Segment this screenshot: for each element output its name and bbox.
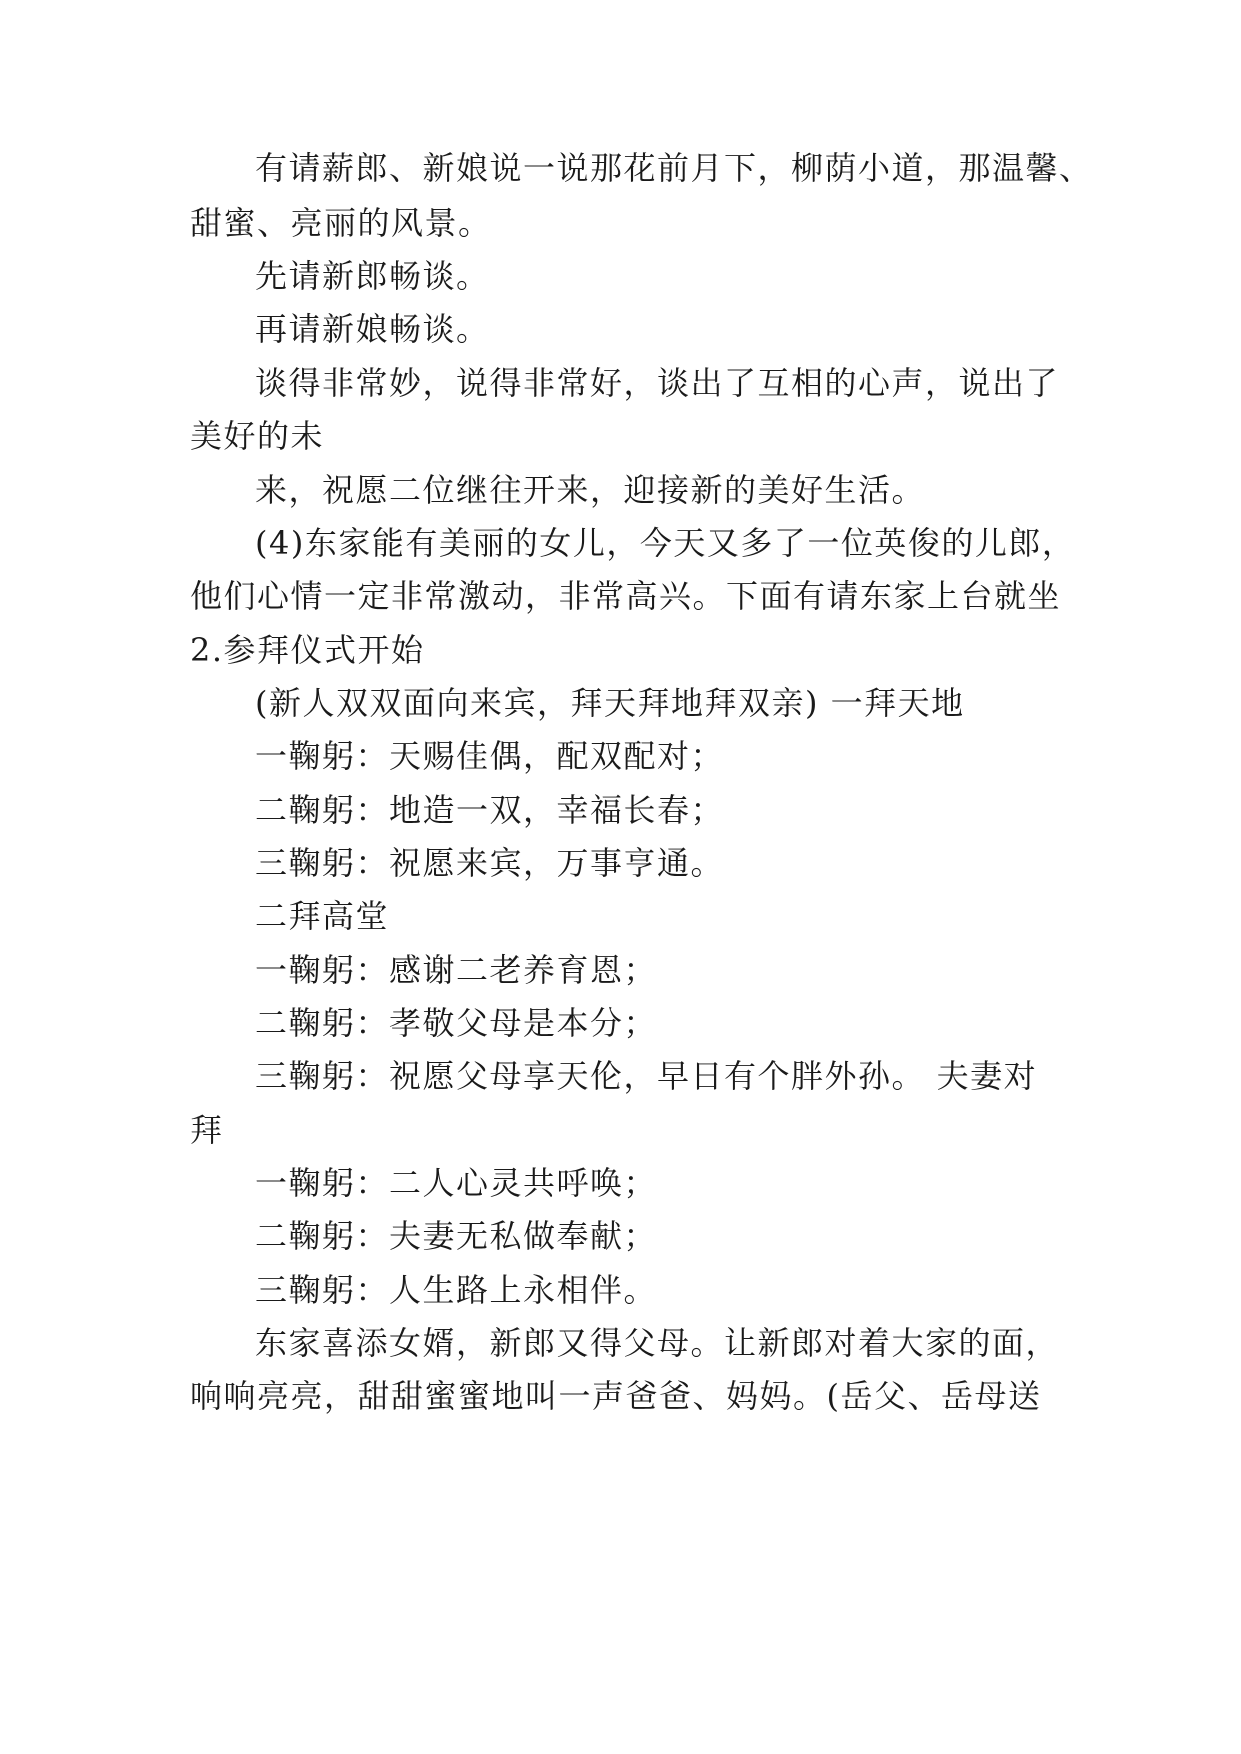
text-line-12: 一鞠躬：天赐佳偶，配双配对； [255,737,725,775]
text-line-22: 三鞠躬：人生路上永相伴。 [255,1271,658,1309]
text-line-23: 东家喜添女婿，新郎又得父母。让新郎对着大家的面， [255,1324,1060,1362]
text-line-2: 甜蜜、亮丽的风景。 [190,204,492,242]
text-line-17: 二鞠躬：孝敬父母是本分； [255,1004,658,1042]
text-line-14: 三鞠躬：祝愿来宾，万事亨通。 [255,844,725,882]
text-line-18: 三鞠躬：祝愿父母享天伦，早日有个胖外孙。 夫妻对 [255,1057,1038,1095]
text-line-3: 先请新郎畅谈。 [255,257,490,295]
text-line-19: 拜 [190,1111,224,1149]
text-line-8: (4)东家能有美丽的女儿，今天又多了一位英俊的儿郎， [255,524,1076,562]
text-line-10: 2.参拜仪式开始 [190,631,425,669]
text-line-1: 有请薪郎、新娘说一说那花前月下，柳荫小道，那温馨、 [255,149,1093,187]
text-line-13: 二鞠躬：地造一双，幸福长春； [255,791,725,829]
text-line-15: 二拜高堂 [255,897,390,935]
text-line-5: 谈得非常妙，说得非常好，谈出了互相的心声，说出了 [255,364,1060,402]
text-line-20: 一鞠躬：二人心灵共呼唤； [255,1164,658,1202]
text-line-11: (新人双双面向来宾，拜天拜地拜双亲) 一拜天地 [255,684,965,722]
text-line-9: 他们心情一定非常激动，非常高兴。下面有请东家上台就坐 [190,577,1062,615]
text-line-21: 二鞠躬：夫妻无私做奉献； [255,1217,658,1255]
text-line-24: 响响亮亮，甜甜蜜蜜地叫一声爸爸、妈妈。(岳父、岳母送 [190,1377,1042,1415]
text-line-6: 美好的未 [190,417,325,455]
text-line-4: 再请新娘畅谈。 [255,310,490,348]
text-line-7: 来，祝愿二位继往开来，迎接新的美好生活。 [255,471,926,509]
text-line-16: 一鞠躬：感谢二老养育恩； [255,951,658,989]
